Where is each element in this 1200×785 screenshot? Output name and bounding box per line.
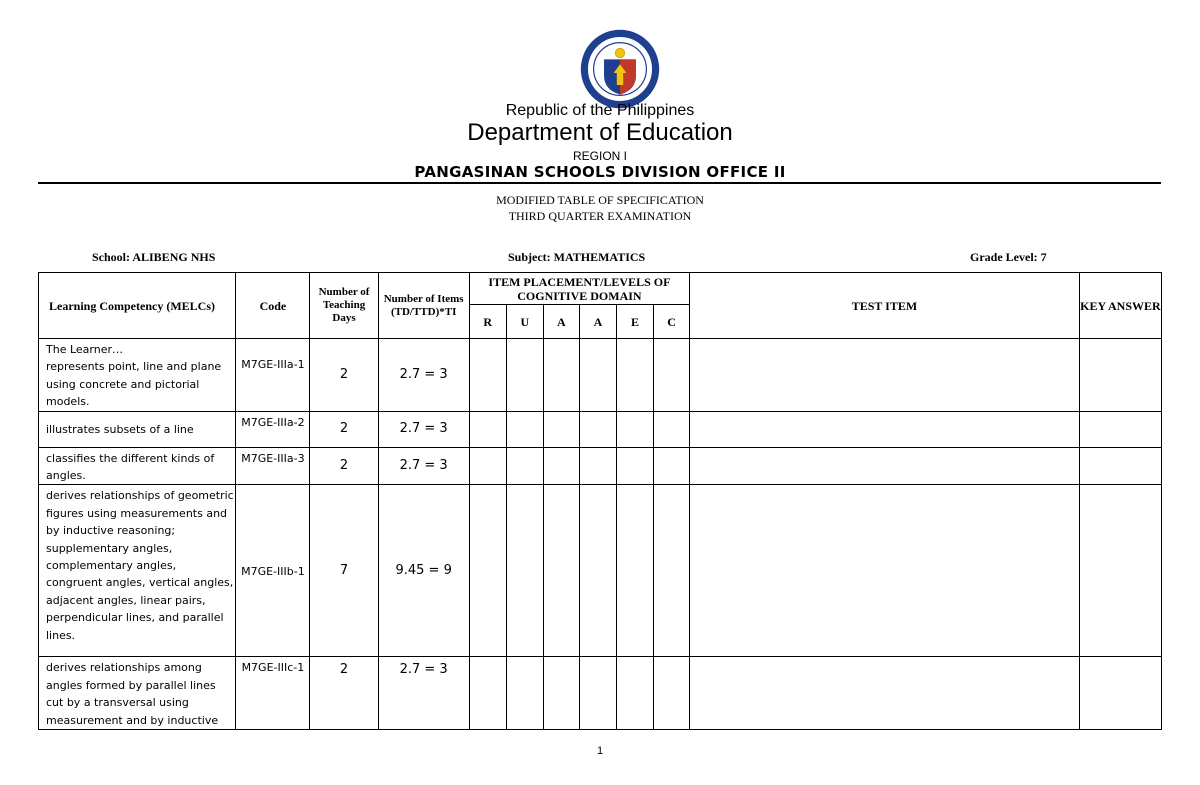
level-cell	[506, 657, 543, 730]
teaching-days-cell: 2	[310, 411, 378, 447]
key-answer-cell	[1079, 447, 1161, 485]
page-number: 1	[596, 745, 604, 757]
teaching-days-cell: 2	[310, 339, 378, 412]
code-cell: M7GE-IIIc-1	[236, 657, 310, 730]
code-cell: M7GE-IIIa-2	[236, 411, 310, 447]
division-office-heading: PANGASINAN SCHOOLS DIVISION OFFICE II	[414, 163, 786, 181]
document-title: MODIFIED TABLE OF SPECIFICATION	[496, 193, 704, 207]
level-cell	[469, 657, 506, 730]
competency-cell: derives relationships of geometric figures using measurements and by inductive reasoning; supplementary angles, complementary angles, congruent angles, vertical angles, adjacent angles, linear pairs, perpendicular lines, and parallel lines.	[39, 485, 236, 657]
items-cell: 2.7 = 3	[378, 657, 469, 730]
table-row	[39, 411, 1162, 447]
key-answer-cell	[1079, 339, 1161, 412]
level-cell	[543, 411, 579, 447]
header-level-understanding: U	[506, 305, 543, 339]
level-cell	[616, 339, 653, 412]
competency-cell: derives relationships among angles formed by parallel lines cut by a transversal using measurement and by inductive	[39, 657, 236, 730]
header-level-analyzing: A	[579, 305, 616, 339]
level-cell	[543, 339, 579, 412]
header-teaching-days: Number of Teaching Days	[310, 273, 378, 339]
level-cell	[616, 485, 653, 657]
document-subtitle: THIRD QUARTER EXAMINATION	[508, 209, 692, 223]
header-level-evaluating: E	[616, 305, 653, 339]
key-answer-cell	[1079, 657, 1161, 730]
level-cell	[506, 447, 543, 485]
teaching-days-cell: 7	[310, 485, 378, 657]
header-code: Code	[236, 273, 310, 339]
table-row	[39, 657, 1162, 730]
competency-cell: illustrates subsets of a line	[39, 411, 236, 447]
level-cell	[506, 485, 543, 657]
level-cell	[654, 485, 690, 657]
grade-level-label: Grade Level: 7	[970, 250, 1047, 264]
level-cell	[654, 411, 690, 447]
republic-heading: Republic of the Philippines	[505, 102, 695, 119]
key-answer-cell	[1079, 411, 1161, 447]
level-cell	[543, 485, 579, 657]
test-item-cell	[690, 657, 1080, 730]
level-cell	[469, 411, 506, 447]
school-label: School: ALIBENG NHS	[92, 250, 216, 264]
level-cell	[469, 485, 506, 657]
level-cell	[543, 657, 579, 730]
level-cell	[654, 339, 690, 412]
specification-table	[38, 272, 1162, 730]
table-row	[39, 485, 1162, 657]
level-cell	[506, 411, 543, 447]
level-cell	[579, 339, 616, 412]
header-competency: Learning Competency (MELCs)	[39, 273, 236, 339]
level-cell	[616, 447, 653, 485]
teaching-days-cell: 2	[310, 447, 378, 485]
key-answer-cell	[1079, 485, 1161, 657]
competency-cell: classifies the different kinds of angles.	[39, 447, 236, 485]
level-cell	[654, 657, 690, 730]
level-cell	[469, 339, 506, 412]
header-number-of-items: Number of Items (TD/TTD)*TI	[378, 273, 469, 339]
level-cell	[469, 447, 506, 485]
items-cell: 2.7 = 3	[378, 411, 469, 447]
teaching-days-cell: 2	[310, 657, 378, 730]
header-level-creating: C	[654, 305, 690, 339]
header-level-applying: A	[543, 305, 579, 339]
level-cell	[579, 447, 616, 485]
subject-label: Subject: MATHEMATICS	[508, 250, 646, 264]
header-divider	[38, 182, 1161, 184]
level-cell	[616, 657, 653, 730]
deped-seal-logo	[580, 29, 660, 109]
items-cell: 2.7 = 3	[378, 339, 469, 412]
test-item-cell	[690, 339, 1080, 412]
test-item-cell	[690, 447, 1080, 485]
level-cell	[616, 411, 653, 447]
level-cell	[654, 447, 690, 485]
level-cell	[543, 447, 579, 485]
level-cell	[579, 411, 616, 447]
region-heading: REGION I	[572, 149, 627, 163]
header-level-remembering: R	[469, 305, 506, 339]
header-test-item: TEST ITEM	[690, 273, 1080, 339]
header-item-placement: ITEM PLACEMENT/LEVELS OF COGNITIVE DOMAIN	[469, 273, 689, 305]
code-cell: M7GE-IIIa-1	[236, 339, 310, 412]
code-cell: M7GE-IIIb-1	[236, 485, 310, 657]
items-cell: 9.45 = 9	[378, 485, 469, 657]
code-cell: M7GE-IIIa-3	[236, 447, 310, 485]
level-cell	[579, 485, 616, 657]
level-cell	[506, 339, 543, 412]
header-key-answer: KEY ANSWER	[1079, 273, 1161, 339]
table-row	[39, 447, 1162, 485]
competency-cell: The Learner… represents point, line and plane using concrete and pictorial models.	[39, 339, 236, 412]
test-item-cell	[690, 411, 1080, 447]
level-cell	[579, 657, 616, 730]
items-cell: 2.7 = 3	[378, 447, 469, 485]
test-item-cell	[690, 485, 1080, 657]
table-row	[39, 339, 1162, 412]
department-heading: Department of Education	[467, 119, 733, 146]
